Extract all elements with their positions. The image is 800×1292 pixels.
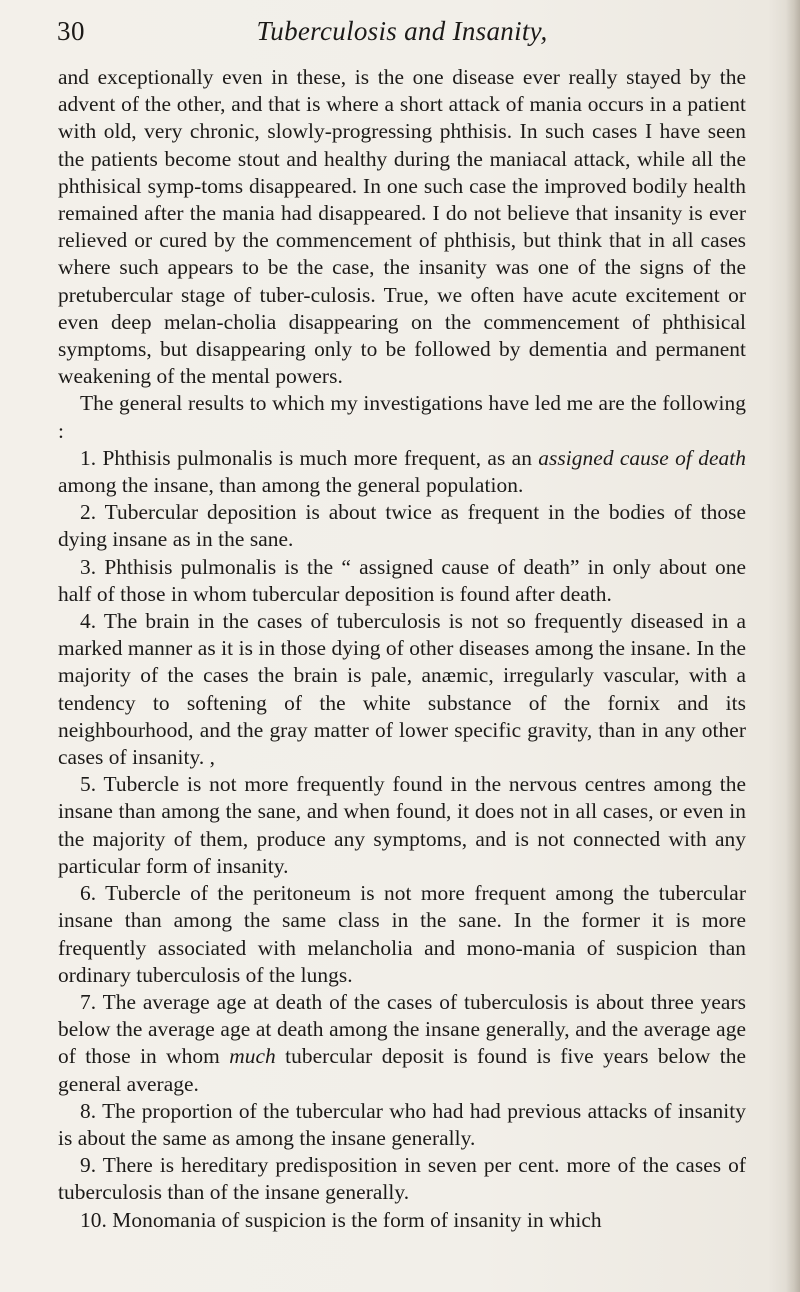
finding-9: 9. There is hereditary predisposition in seven per cent. more of the cases of tuberculosis than of the insane generally. (58, 1153, 746, 1205)
finding-4: 4. The brain in the cases of tuberculosis is not so frequently diseased in a marked manner as it is in those dying of other diseases among the insane. In the majority of the cases the brain is pale, anæmic, irregularly vascular, with a tendency to softening of the white substance of the fornix and its neighbourhood, and the gray matter of lower specific gravity, than in any other cases of insanity. , (58, 609, 746, 770)
finding-10: 10. Monomania of suspicion is the form of insanity in which (80, 1207, 602, 1232)
page-number: 30 (57, 16, 85, 46)
page-header (57, 14, 747, 54)
finding-1-emphasis: assigned cause of death (538, 445, 746, 470)
finding-7 (58, 989, 746, 1098)
finding-5: 5. Tubercle is not more frequently found in the nervous centres among the insane than among the sane, and when found, it does not in all cases, or even in the majority of them, produce any symptoms, and is not connected with any particular form of insanity. (58, 772, 746, 878)
finding-3: 3. Phthisis pulmonalis is the “ assigned cause of death” in only about one half of those in whom tubercular deposition is found after death. (58, 554, 746, 606)
finding-1-text-before: 1. Phthisis pulmonalis is much more frequent, as an (80, 445, 539, 470)
body-text (58, 64, 746, 1234)
page-edge-shadow (786, 0, 800, 1292)
finding-7-text-after: tubercular deposit is found is five years below the general average. (58, 1044, 746, 1096)
finding-8: 8. The proportion of the tubercular who had had previous attacks of insanity is about the same as among the insane generally. (58, 1098, 746, 1150)
finding-2: 2. Tubercular deposition is about twice as frequent in the bodies of those dying insane as in the sane. (58, 500, 746, 552)
running-title: Tuberculosis and Insanity, (256, 16, 548, 46)
paragraph-intro: and exceptionally even in these, is the one disease ever really stayed by the advent of the other, and that is where a short attack of mania occurs in a patient with old, very chronic, slowly-progressing phthisis. In such cases I have seen the patients become stout and healthy during the maniacal attack, while all the phthisical symp-toms disappeared. In one such case the improved bodily health remained after the mania had disappeared. I do not believe that insanity is ever relieved or cured by the commencement of phthisis, but think that in all cases where such appears to be the case, the insanity was one of the signs of the pretubercular stage of tuber-culosis. True, we often have acute excitement or even deep melan-cholia disappearing on the commencement of phthisical symptoms, but disappearing only to be followed by dementia and permanent weakening of the mental powers. (58, 65, 746, 389)
finding-1 (58, 445, 746, 499)
finding-7-emphasis: much (229, 1044, 276, 1069)
finding-7-text-before: 7. The average age at death of the cases of tuberculosis is about three years below the average age at death among the insane generally, and the average age of those in whom (58, 989, 746, 1069)
paragraph-results-intro: The general results to which my investigations have led me are the following : (58, 391, 746, 443)
finding-1-text-after: among the insane, than among the general population. (58, 473, 524, 498)
finding-6: 6. Tubercle of the peritoneum is not more frequent among the tubercular insane than among the same class in the sane. In the former it is more frequently associated with melancholia and mono-mania of suspicion than ordinary tuberculosis of the lungs. (58, 881, 746, 987)
